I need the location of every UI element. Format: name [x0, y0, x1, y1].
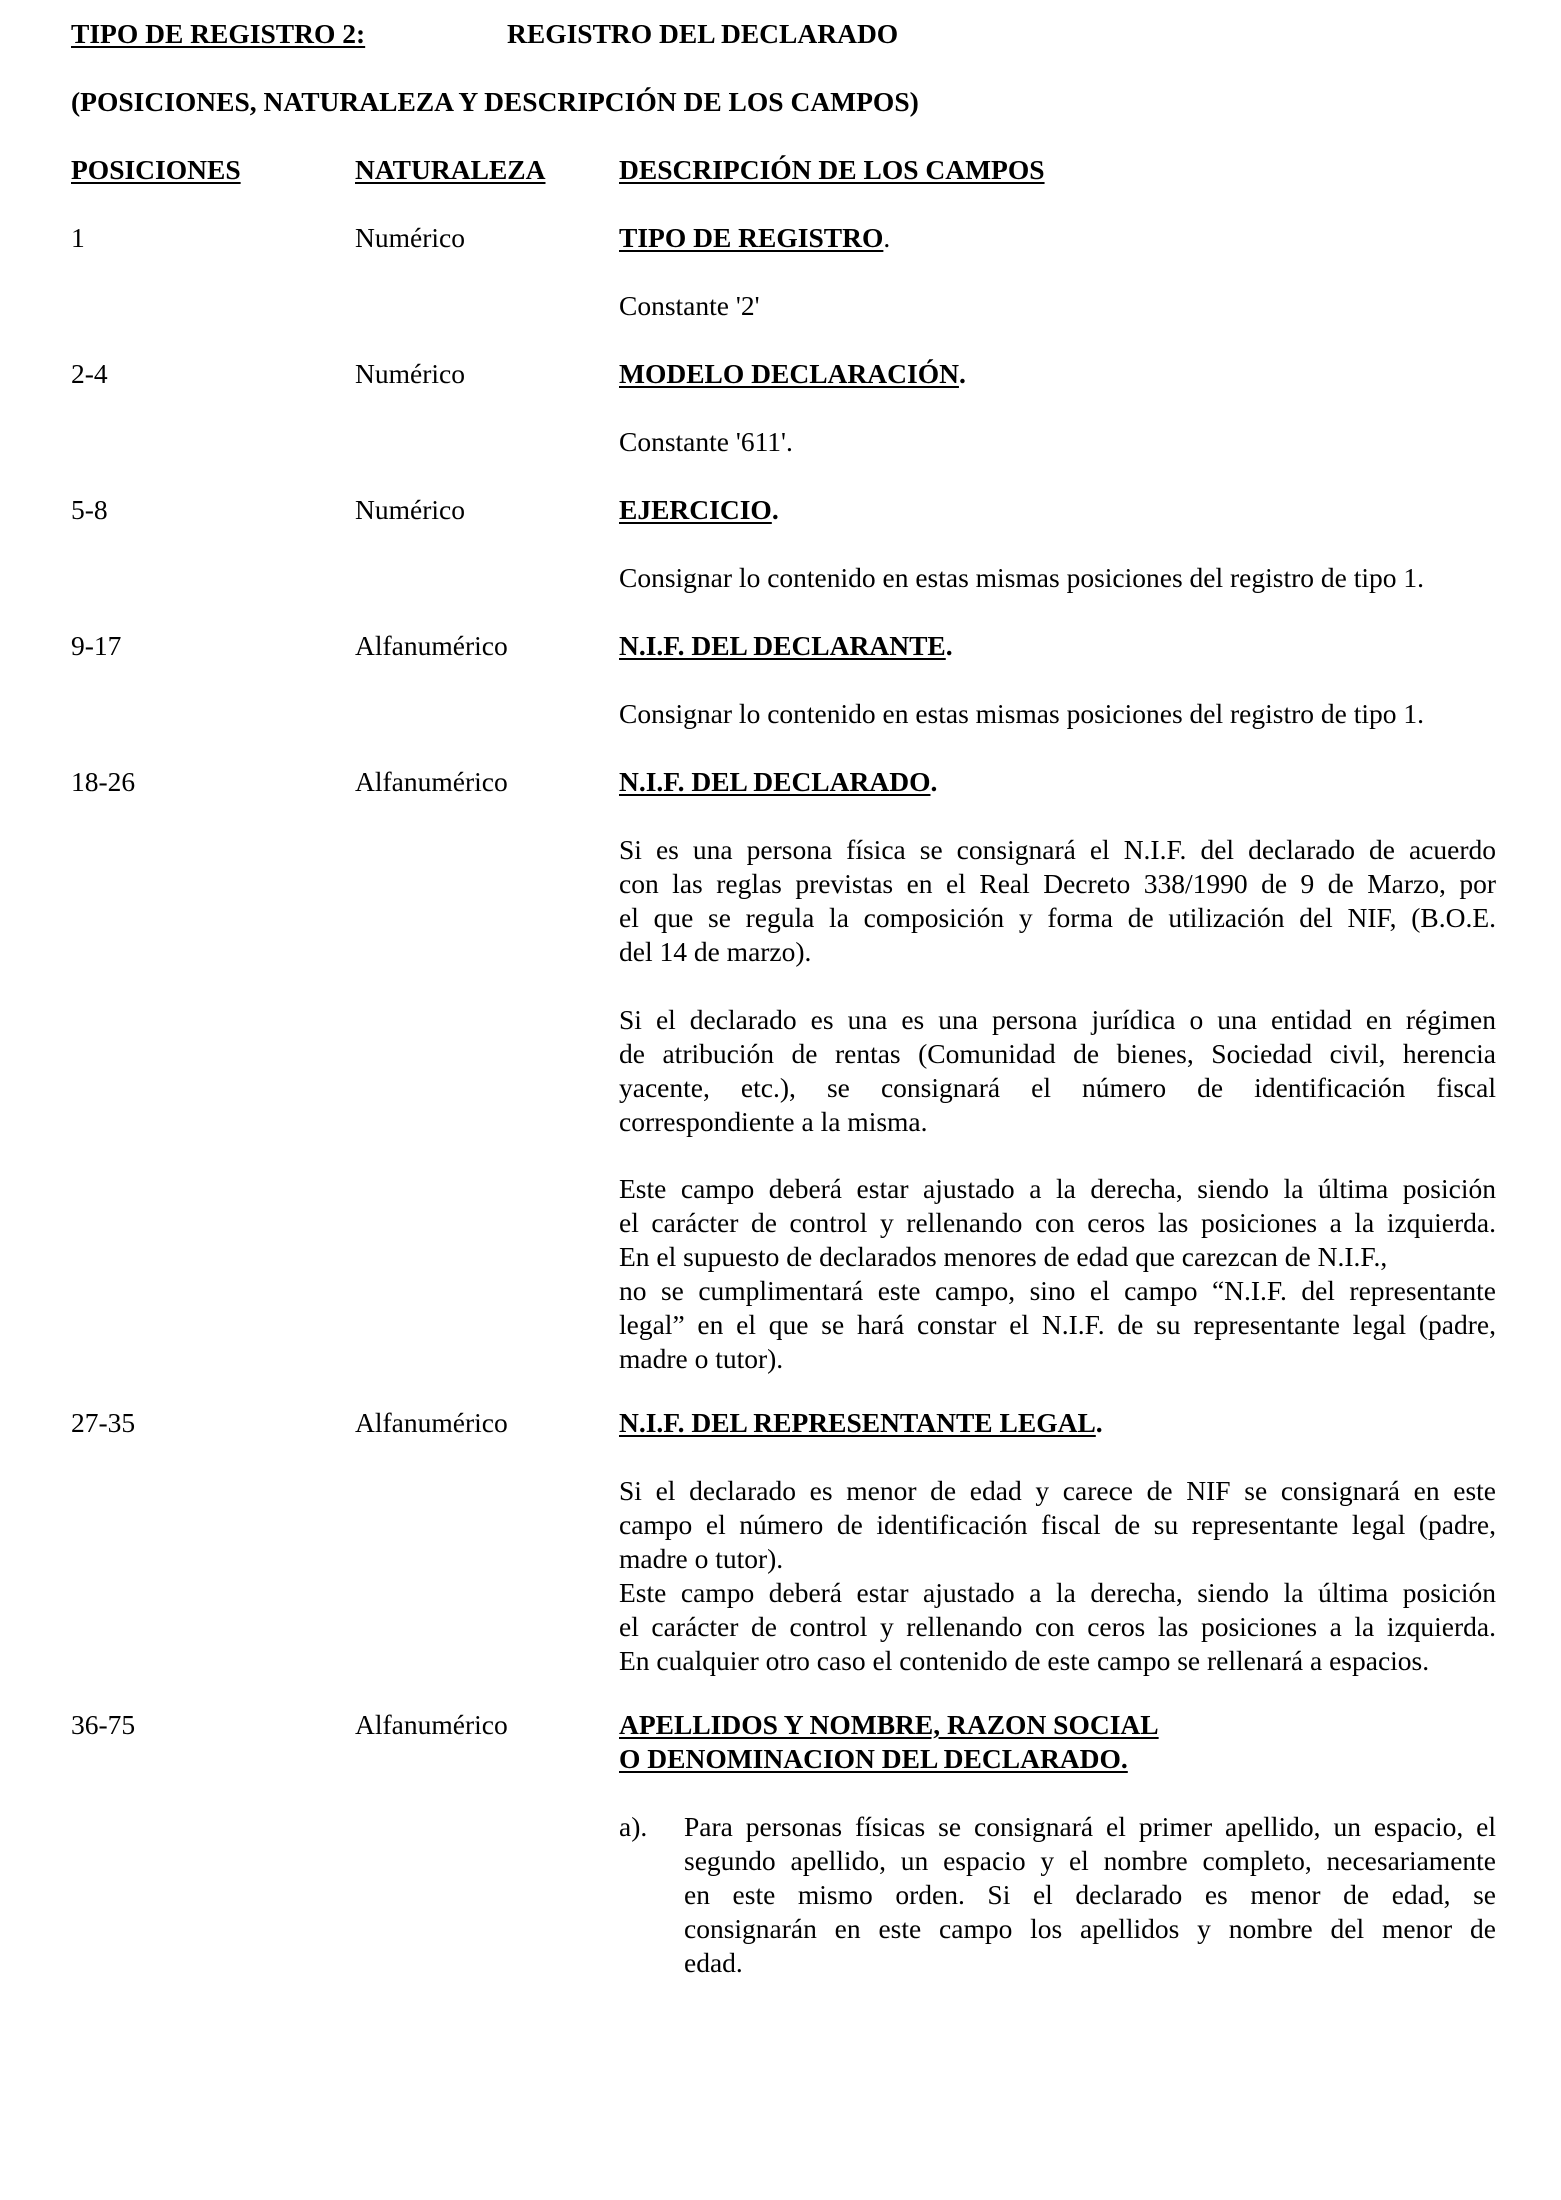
paragraph-line: con las reglas previstas en el Real Decreto 338/1990 de 9 de Marzo, por	[619, 868, 1496, 899]
list-item-body	[684, 1810, 1496, 1980]
paragraph-line: del 14 de marzo).	[619, 936, 812, 967]
paragraph-line: Si es una persona física se consignará el N.I.F. del declarado de acuerdo	[619, 834, 1496, 865]
field-paragraph	[619, 1474, 1496, 1678]
paragraph-line: yacente, etc.), se consignará el número de identificación fiscal	[619, 1072, 1496, 1103]
column-header-nature: NATURALEZA	[355, 154, 546, 185]
record-type-name: REGISTRO DEL DECLARADO	[507, 18, 899, 49]
field-positions: 1	[71, 222, 85, 253]
paragraph-line: madre o tutor).	[619, 1343, 784, 1374]
field-paragraph	[619, 289, 1496, 323]
field-paragraph	[619, 833, 1496, 969]
field-title-line: APELLIDOS Y NOMBRE, RAZON SOCIAL	[619, 1709, 1159, 1740]
field-title-text: TIPO DE REGISTRO	[619, 222, 884, 253]
field-title	[619, 1406, 1103, 1440]
field-paragraph	[619, 1172, 1496, 1376]
paragraph-line: no se cumplimentará este campo, sino el campo “N.I.F. del representante	[619, 1275, 1496, 1306]
paragraph-line: Consignar lo contenido en estas mismas posiciones del registro de tipo 1.	[619, 562, 1425, 593]
paragraph-line: Constante '611'.	[619, 426, 793, 457]
field-title	[619, 221, 890, 255]
paragraph-line: el carácter de control y rellenando con ceros las posiciones a la izquierda.	[619, 1611, 1496, 1642]
paragraph-line: correspondiente a la misma.	[619, 1106, 928, 1137]
paragraph-line: el carácter de control y rellenando con ceros las posiciones a la izquierda.	[619, 1207, 1496, 1238]
column-header-positions: POSICIONES	[71, 154, 241, 185]
field-positions: 27-35	[71, 1407, 136, 1438]
record-type-label: TIPO DE REGISTRO 2:	[71, 18, 366, 49]
paragraph-line: Si el declarado es una es una persona jurídica o una entidad en régimen	[619, 1004, 1496, 1035]
paragraph-line: campo el número de identificación fiscal de su representante legal (padre,	[619, 1509, 1496, 1540]
paragraph-line: Este campo deberá estar ajustado a la derecha, siendo la última posición	[619, 1577, 1496, 1608]
field-title	[619, 629, 953, 663]
field-positions: 5-8	[71, 494, 108, 525]
field-title-suffix: .	[883, 222, 891, 253]
field-nature: Alfanumérico	[355, 766, 508, 797]
field-positions: 36-75	[71, 1709, 136, 1740]
list-item-line: segundo apellido, un espacio y el nombre completo, necesariamente	[684, 1845, 1496, 1876]
field-title	[619, 493, 779, 527]
field-title-suffix: .	[1095, 1407, 1103, 1438]
paragraph-line: madre o tutor).	[619, 1543, 784, 1574]
field-title-suffix: .	[945, 630, 953, 661]
list-item-line: edad.	[684, 1947, 743, 1978]
field-title-suffix: .	[958, 358, 966, 389]
paragraph-line: el que se regula la composición y forma de utilización del NIF, (B.O.E.	[619, 902, 1496, 933]
paragraph-line: En el supuesto de declarados menores de edad que carezcan de N.I.F.,	[619, 1241, 1388, 1272]
list-item-line: consignarán en este campo los apellidos y nombre del menor de	[684, 1913, 1496, 1944]
paragraph-line: legal” en el que se hará constar el N.I.F. de su representante legal (padre,	[619, 1309, 1496, 1340]
list-item-line: Para personas físicas se consignará el primer apellido, un espacio, el	[684, 1811, 1496, 1842]
field-nature: Alfanumérico	[355, 1407, 508, 1438]
field-paragraph	[619, 697, 1496, 731]
column-header-description: DESCRIPCIÓN DE LOS CAMPOS	[619, 154, 1045, 185]
field-nature: Numérico	[355, 494, 465, 525]
field-paragraph	[619, 425, 1496, 459]
paragraph-line: Este campo deberá estar ajustado a la derecha, siendo la última posición	[619, 1173, 1496, 1204]
field-title-text: MODELO DECLARACIÓN	[619, 358, 959, 389]
field-positions: 2-4	[71, 358, 108, 389]
field-paragraph	[619, 561, 1496, 595]
paragraph-line: de atribución de rentas (Comunidad de bienes, Sociedad civil, herencia	[619, 1038, 1496, 1069]
field-positions: 18-26	[71, 766, 136, 797]
field-title-text: N.I.F. DEL REPRESENTANTE LEGAL	[619, 1407, 1096, 1438]
paragraph-line: En cualquier otro caso el contenido de este campo se rellenará a espacios.	[619, 1645, 1430, 1676]
paragraph-line: Consignar lo contenido en estas mismas posiciones del registro de tipo 1.	[619, 698, 1425, 729]
field-title-text: N.I.F. DEL DECLARADO	[619, 766, 931, 797]
field-positions: 9-17	[71, 630, 122, 661]
paragraph-line: Si el declarado es menor de edad y carece de NIF se consignará en este	[619, 1475, 1496, 1506]
field-nature: Alfanumérico	[355, 630, 508, 661]
field-title-suffix: .	[771, 494, 779, 525]
field-title	[619, 765, 937, 799]
field-title-suffix: .	[930, 766, 938, 797]
field-title-text: EJERCICIO	[619, 494, 772, 525]
field-paragraph	[619, 1003, 1496, 1139]
list-item-label: a).	[619, 1811, 648, 1842]
field-nature: Alfanumérico	[355, 1709, 508, 1740]
paragraph-line: Constante '2'	[619, 290, 760, 321]
field-nature: Numérico	[355, 222, 465, 253]
field-title-text: N.I.F. DEL DECLARANTE	[619, 630, 946, 661]
field-title-line: O DENOMINACION DEL DECLARADO.	[619, 1743, 1128, 1774]
field-nature: Numérico	[355, 358, 465, 389]
field-title	[619, 357, 966, 391]
list-item-line: en este mismo orden. Si el declarado es menor de edad, se	[684, 1879, 1496, 1910]
document-subtitle: (POSICIONES, NATURALEZA Y DESCRIPCIÓN DE LOS CAMPOS)	[71, 86, 919, 117]
